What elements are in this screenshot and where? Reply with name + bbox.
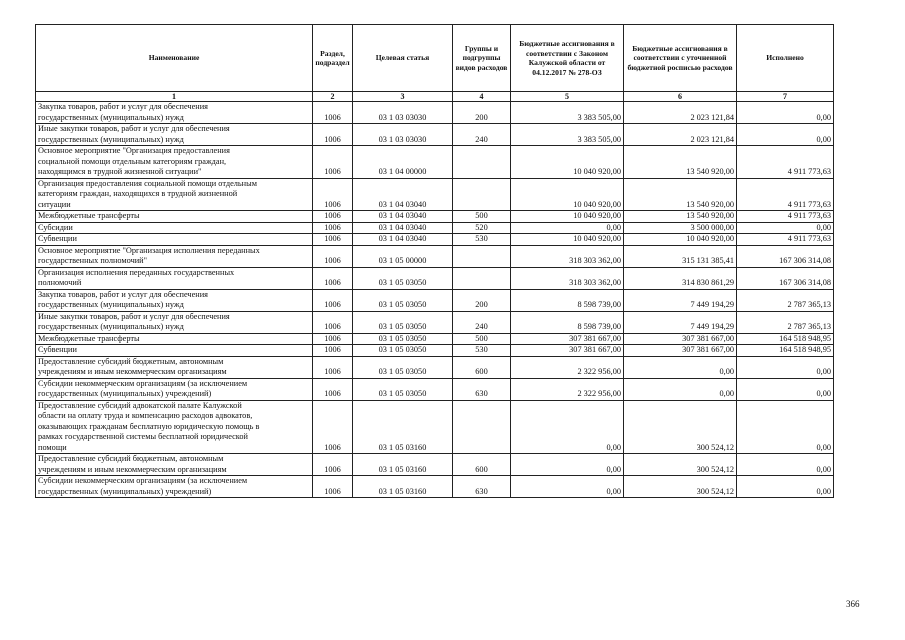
col-number: 4 bbox=[453, 92, 511, 102]
row-section: 1006 bbox=[313, 211, 353, 223]
row-executed-amount: 2 787 365,13 bbox=[737, 311, 834, 333]
row-law-amount: 10 040 920,00 bbox=[511, 234, 624, 246]
row-law-amount: 318 303 362,00 bbox=[511, 267, 624, 289]
row-name: Предоставление субсидий бюджетным, автономным учреждениям и иным некоммерческим организациям bbox=[36, 356, 313, 378]
row-target: 03 1 04 00000 bbox=[353, 146, 453, 179]
row-law-amount: 8 598 739,00 bbox=[511, 311, 624, 333]
table-row bbox=[36, 476, 834, 498]
row-name: Иные закупки товаров, работ и услуг для обеспечения государственных (муниципальных) нужд bbox=[36, 311, 313, 333]
row-target: 03 1 05 03050 bbox=[353, 267, 453, 289]
col-number: 1 bbox=[36, 92, 313, 102]
row-revised-amount: 314 830 861,29 bbox=[624, 267, 737, 289]
row-law-amount: 10 040 920,00 bbox=[511, 211, 624, 223]
table-row bbox=[36, 345, 834, 357]
row-target: 03 1 05 03050 bbox=[353, 378, 453, 400]
row-section: 1006 bbox=[313, 378, 353, 400]
table-row bbox=[36, 356, 834, 378]
row-section: 1006 bbox=[313, 102, 353, 124]
table-row bbox=[36, 222, 834, 234]
row-revised-amount: 13 540 920,00 bbox=[624, 146, 737, 179]
row-law-amount: 3 383 505,00 bbox=[511, 124, 624, 146]
header-section: Раздел, подраздел bbox=[313, 25, 353, 92]
row-target: 03 1 05 03050 bbox=[353, 333, 453, 345]
budget-table bbox=[35, 24, 834, 498]
row-revised-amount: 7 449 194,29 bbox=[624, 289, 737, 311]
row-section: 1006 bbox=[313, 245, 353, 267]
row-law-amount: 3 383 505,00 bbox=[511, 102, 624, 124]
col-number: 3 bbox=[353, 92, 453, 102]
table-row bbox=[36, 124, 834, 146]
row-name: Закупка товаров, работ и услуг для обеспечения государственных (муниципальных) нужд bbox=[36, 289, 313, 311]
row-name: Субвенции bbox=[36, 234, 313, 246]
table-row bbox=[36, 454, 834, 476]
header-name: Наименование bbox=[36, 25, 313, 92]
row-law-amount: 10 040 920,00 bbox=[511, 178, 624, 211]
row-group: 200 bbox=[453, 102, 511, 124]
row-revised-amount: 10 040 920,00 bbox=[624, 234, 737, 246]
row-executed-amount: 0,00 bbox=[737, 378, 834, 400]
row-section: 1006 bbox=[313, 267, 353, 289]
row-section: 1006 bbox=[313, 400, 353, 454]
row-revised-amount: 0,00 bbox=[624, 378, 737, 400]
row-executed-amount: 0,00 bbox=[737, 222, 834, 234]
row-law-amount: 2 322 956,00 bbox=[511, 378, 624, 400]
row-name: Организация исполнения переданных государственных полномочий bbox=[36, 267, 313, 289]
row-executed-amount: 4 911 773,63 bbox=[737, 211, 834, 223]
row-group bbox=[453, 267, 511, 289]
header-law: Бюджетные ассигнования в соответствии с Законом Калужской области от 04.12.2017 № 278-ОЗ bbox=[511, 25, 624, 92]
table-row bbox=[36, 234, 834, 246]
row-target: 03 1 04 03040 bbox=[353, 234, 453, 246]
row-executed-amount: 164 518 948,95 bbox=[737, 345, 834, 357]
row-group: 530 bbox=[453, 345, 511, 357]
row-law-amount: 307 381 667,00 bbox=[511, 333, 624, 345]
column-number-row bbox=[36, 92, 834, 102]
row-group bbox=[453, 178, 511, 211]
row-name: Субвенции bbox=[36, 345, 313, 357]
row-target: 03 1 03 03030 bbox=[353, 124, 453, 146]
row-section: 1006 bbox=[313, 476, 353, 498]
row-law-amount: 0,00 bbox=[511, 454, 624, 476]
row-name: Субсидии bbox=[36, 222, 313, 234]
row-executed-amount: 0,00 bbox=[737, 356, 834, 378]
row-executed-amount: 167 306 314,08 bbox=[737, 245, 834, 267]
row-name: Иные закупки товаров, работ и услуг для обеспечения государственных (муниципальных) нужд bbox=[36, 124, 313, 146]
row-revised-amount: 13 540 920,00 bbox=[624, 211, 737, 223]
col-number: 5 bbox=[511, 92, 624, 102]
row-name: Субсидии некоммерческим организациям (за исключением государственных (муниципальных) учреждений) bbox=[36, 378, 313, 400]
row-executed-amount: 0,00 bbox=[737, 102, 834, 124]
row-revised-amount: 315 131 385,41 bbox=[624, 245, 737, 267]
row-target: 03 1 04 03040 bbox=[353, 222, 453, 234]
row-target: 03 1 04 03040 bbox=[353, 178, 453, 211]
row-law-amount: 0,00 bbox=[511, 400, 624, 454]
row-name: Организация предоставления социальной помощи отдельным категориям граждан, находящихся в трудной жизненной ситуации bbox=[36, 178, 313, 211]
row-law-amount: 318 303 362,00 bbox=[511, 245, 624, 267]
row-executed-amount: 4 911 773,63 bbox=[737, 234, 834, 246]
row-law-amount: 10 040 920,00 bbox=[511, 146, 624, 179]
row-revised-amount: 3 500 000,00 bbox=[624, 222, 737, 234]
row-law-amount: 2 322 956,00 bbox=[511, 356, 624, 378]
page-number: 366 bbox=[846, 599, 860, 609]
row-revised-amount: 300 524,12 bbox=[624, 454, 737, 476]
row-group bbox=[453, 400, 511, 454]
row-group: 530 bbox=[453, 234, 511, 246]
row-target: 03 1 05 03050 bbox=[353, 345, 453, 357]
row-executed-amount: 0,00 bbox=[737, 476, 834, 498]
row-revised-amount: 13 540 920,00 bbox=[624, 178, 737, 211]
row-law-amount: 0,00 bbox=[511, 476, 624, 498]
row-group: 520 bbox=[453, 222, 511, 234]
row-name: Основное мероприятие "Организация предоставления социальной помощи отдельным категориям граждан, находящимся в трудной жизненной ситуации" bbox=[36, 146, 313, 179]
row-section: 1006 bbox=[313, 311, 353, 333]
col-number: 6 bbox=[624, 92, 737, 102]
row-law-amount: 307 381 667,00 bbox=[511, 345, 624, 357]
row-group: 240 bbox=[453, 311, 511, 333]
row-target: 03 1 05 03160 bbox=[353, 476, 453, 498]
table-row bbox=[36, 400, 834, 454]
row-target: 03 1 05 03050 bbox=[353, 356, 453, 378]
row-revised-amount: 300 524,12 bbox=[624, 476, 737, 498]
row-group: 500 bbox=[453, 211, 511, 223]
table-row bbox=[36, 211, 834, 223]
row-target: 03 1 03 03030 bbox=[353, 102, 453, 124]
row-group: 200 bbox=[453, 289, 511, 311]
col-number: 7 bbox=[737, 92, 834, 102]
row-revised-amount: 2 023 121,84 bbox=[624, 102, 737, 124]
row-target: 03 1 05 03050 bbox=[353, 289, 453, 311]
row-section: 1006 bbox=[313, 454, 353, 476]
row-executed-amount: 4 911 773,63 bbox=[737, 146, 834, 179]
row-executed-amount: 164 518 948,95 bbox=[737, 333, 834, 345]
table-row bbox=[36, 146, 834, 179]
row-name: Межбюджетные трансферты bbox=[36, 333, 313, 345]
header-target: Целевая статья bbox=[353, 25, 453, 92]
table-row bbox=[36, 378, 834, 400]
row-name: Основное мероприятие "Организация исполнения переданных государственных полномочий" bbox=[36, 245, 313, 267]
table-row bbox=[36, 311, 834, 333]
row-executed-amount: 167 306 314,08 bbox=[737, 267, 834, 289]
row-revised-amount: 7 449 194,29 bbox=[624, 311, 737, 333]
row-executed-amount: 0,00 bbox=[737, 124, 834, 146]
row-revised-amount: 0,00 bbox=[624, 356, 737, 378]
row-revised-amount: 2 023 121,84 bbox=[624, 124, 737, 146]
row-law-amount: 0,00 bbox=[511, 222, 624, 234]
table-row bbox=[36, 245, 834, 267]
row-target: 03 1 04 03040 bbox=[353, 211, 453, 223]
row-group: 240 bbox=[453, 124, 511, 146]
row-revised-amount: 307 381 667,00 bbox=[624, 345, 737, 357]
row-group: 630 bbox=[453, 378, 511, 400]
row-group: 500 bbox=[453, 333, 511, 345]
row-group: 600 bbox=[453, 454, 511, 476]
row-section: 1006 bbox=[313, 234, 353, 246]
header-revised: Бюджетные ассигнования в соответствии с уточненной бюджетной росписью расходов bbox=[624, 25, 737, 92]
header-executed: Исполнено bbox=[737, 25, 834, 92]
header-group: Группы и подгруппы видов расходов bbox=[453, 25, 511, 92]
row-group: 630 bbox=[453, 476, 511, 498]
row-revised-amount: 300 524,12 bbox=[624, 400, 737, 454]
row-name: Предоставление субсидий адвокатской палате Калужской области на оплату труда и компенсацию расходов адвокатов, оказывающих гражданам бесплатную юридическую помощь в рамках государственной системы бесплатной юридической помощи bbox=[36, 400, 313, 454]
row-law-amount: 8 598 739,00 bbox=[511, 289, 624, 311]
row-executed-amount: 4 911 773,63 bbox=[737, 178, 834, 211]
row-section: 1006 bbox=[313, 222, 353, 234]
row-name: Субсидии некоммерческим организациям (за исключением государственных (муниципальных) учреждений) bbox=[36, 476, 313, 498]
row-section: 1006 bbox=[313, 345, 353, 357]
table-row bbox=[36, 102, 834, 124]
row-target: 03 1 05 00000 bbox=[353, 245, 453, 267]
table-row bbox=[36, 333, 834, 345]
row-executed-amount: 2 787 365,13 bbox=[737, 289, 834, 311]
row-section: 1006 bbox=[313, 124, 353, 146]
row-group bbox=[453, 146, 511, 179]
row-target: 03 1 05 03160 bbox=[353, 400, 453, 454]
row-section: 1006 bbox=[313, 146, 353, 179]
row-section: 1006 bbox=[313, 289, 353, 311]
row-executed-amount: 0,00 bbox=[737, 454, 834, 476]
col-number: 2 bbox=[313, 92, 353, 102]
row-section: 1006 bbox=[313, 333, 353, 345]
row-revised-amount: 307 381 667,00 bbox=[624, 333, 737, 345]
row-executed-amount: 0,00 bbox=[737, 400, 834, 454]
header-row bbox=[36, 25, 834, 92]
row-target: 03 1 05 03160 bbox=[353, 454, 453, 476]
table-row bbox=[36, 289, 834, 311]
row-section: 1006 bbox=[313, 356, 353, 378]
row-section: 1006 bbox=[313, 178, 353, 211]
table-row bbox=[36, 178, 834, 211]
row-target: 03 1 05 03050 bbox=[353, 311, 453, 333]
row-name: Предоставление субсидий бюджетным, автономным учреждениям и иным некоммерческим организациям bbox=[36, 454, 313, 476]
row-name: Закупка товаров, работ и услуг для обеспечения государственных (муниципальных) нужд bbox=[36, 102, 313, 124]
row-group: 600 bbox=[453, 356, 511, 378]
row-name: Межбюджетные трансферты bbox=[36, 211, 313, 223]
table-row bbox=[36, 267, 834, 289]
row-group bbox=[453, 245, 511, 267]
